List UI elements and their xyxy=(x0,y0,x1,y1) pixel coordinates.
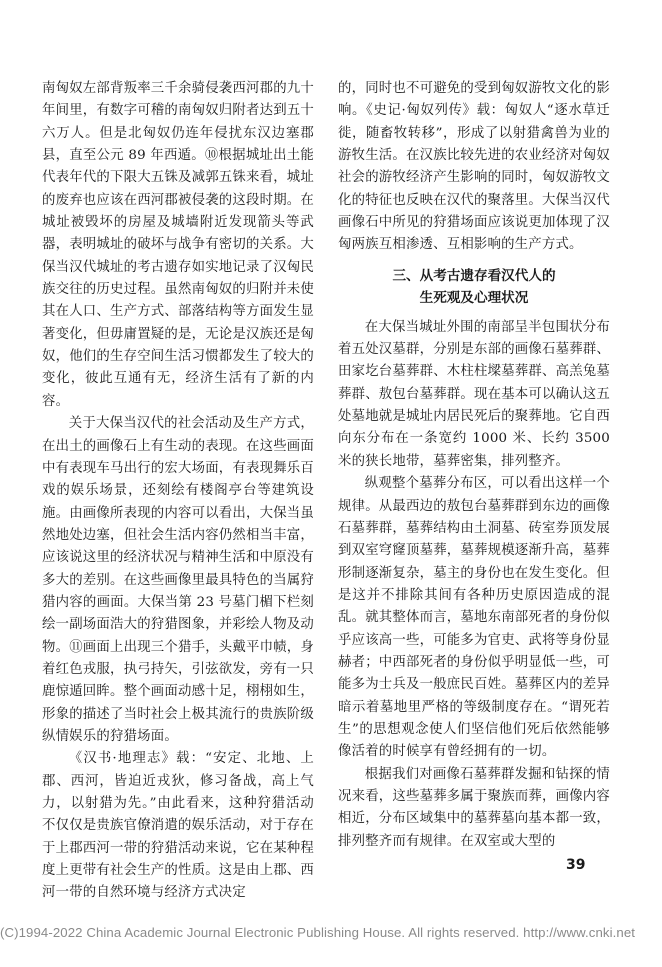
copyright-footer: (C)1994-2022 China Academic Journal Electronic Publishing House. All rights reserved. http://www.cnki.net xyxy=(0,925,636,940)
left-paragraph-2: 关于大保当汉代的社会活动及生产方式，在出土的画像石上有生动的表现。在这些画面中有表现车马出行的宏大场面，有表现舞乐百戏的娱乐场景，还刻绘有楼阁亭台等建筑设施。由画像所表现的内容可以看出，大保当虽然地处边塞，但社会生活内容仍然相当丰富，应该说这里的经济状况与精神生活和中原没有多大的差别。在这些画像里最具特色的当属狩猎内容的画面。大保当第 23 号墓门楣下栏刻绘一副场面浩大的狩猎图象，并彩绘人物及动物。⑪画面上出现三个猎手，头戴平巾帻，身着红色戎服，执弓持矢，引弦欲发，旁有一只鹿惊遁回眸。整个画面动感十足，栩栩如生，形象的描述了当时社会上极其流行的贵族阶级纵情娱乐的狩猎场面。 xyxy=(42,416,314,744)
page-number: 39 xyxy=(566,857,586,873)
left-paragraph-1: 南匈奴左部背叛率三千余骑侵袭西河郡的九十年间里，有数字可稽的南匈奴归附者达到五十六万人。但是北匈奴仍连年侵扰东汉边塞郡县，直至公元 89 年西遁。⑩根据城址出土能代表年代的下限大五铢及减郭五铢来看，城址的废弃也应该在西河郡被侵袭的这段时期。在城址被毁坏的房屋及城墙附近发现箭头等武器，表明城址的破坏与战争有密切的关系。大保当汉代城址的考古遗存如实地记录了汉匈民族交往的历史过程。虽然南匈奴的归附并未使其在人口、生产方式、部落结构等方面发生显著变化，但毋庸置疑的是，无论是汉族还是匈奴，他们的生存空间生活习惯都发生了较大的变化，彼此互通有无，经济生活有了新的内容。 xyxy=(42,81,314,409)
section-heading-line-2: 生死观及心理状况 xyxy=(419,289,529,306)
section-heading-line-1: 三、从考古遗存看汉代人的 xyxy=(392,267,556,284)
left-paragraph-3: 《汉书·地理志》载：“安定、北地、上郡、西河，皆迫近戎狄，修习备战，高上气力，以射猎为先。”由此看来，这种狩猎活动不仅仅是贵族官僚消遣的娱乐活动，对于存在于上郡西河一带的狩猎活动来说，它在某种程度上更带有社会生产的性质。这是由上郡、西河一带的自然环境与经济方式决定 xyxy=(42,751,314,901)
right-paragraph-4: 根据我们对画像石墓葬群发掘和钻探的情况来看，这些墓葬多属于聚族而葬，画像内容相近，分布区域集中的墓葬墓向基本都一致，排列整齐而有规律。在双室或大型的 xyxy=(338,766,610,849)
left-column xyxy=(42,78,314,905)
right-column xyxy=(338,78,610,853)
right-paragraph-3: 纵观整个墓葬分布区，可以看出这样一个规律。从最西边的敖包台墓葬群到东边的画像石墓葬群，墓葬结构由土洞墓、砖室券顶发展到双室穹窿顶墓葬，墓葬规模逐渐升高，墓葬形制逐渐复杂，墓主的身份也在发生变化。但是这并不排除其间有各种历史原因造成的混乱。就其整体而言，墓地东南部死者的身份似乎应该高一些，可能多为官吏、武将等身份显赫者；中西部死者的身份似乎明显低一些，可能多为士兵及一般庶民百姓。墓葬区内的差异暗示着墓地里严格的等级制度存在。“谓死若生”的思想观念使人们坚信他们死后依然能够像活着的时候享有曾经拥有的一切。 xyxy=(338,476,610,760)
right-paragraph-1: 的，同时也不可避免的受到匈奴游牧文化的影响。《史记·匈奴列传》载：匈奴人“逐水草迁徙，随畜牧转移”，形成了以射猎禽兽为业的游牧生活。在汉族比较先进的农业经济对匈奴社会的游牧经济产生影响的同时，匈奴游牧文化的特征也反映在汉代的聚落里。大保当汉代画像石中所见的狩猎场面应该说更加体现了汉匈两族互相渗透、互相影响的生产方式。 xyxy=(338,81,610,253)
section-heading xyxy=(338,265,610,309)
right-paragraph-2: 在大保当城址外围的南部呈半包围状分布着五处汉墓群，分别是东部的画像石墓葬群、田家圪台墓葬群、木柱柱墚墓葬群、高羔兔墓葬群、敖包台墓葬群。现在基本可以确认这五处墓地就是城址内居民死后的聚葬地。它自西向东分布在一条宽约 1000 米、长约 3500 米的狭长地带，墓葬密集，排列整齐。 xyxy=(338,319,610,469)
